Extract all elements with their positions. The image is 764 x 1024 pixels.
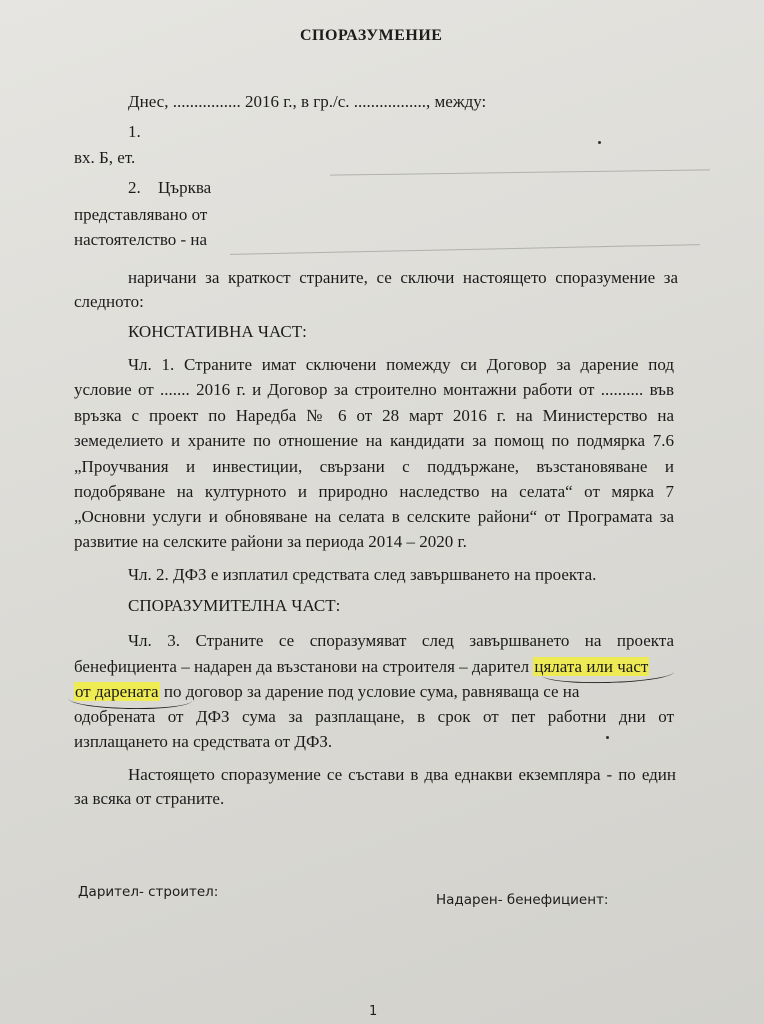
signature-donor-label: Дарител- строител: [78, 884, 219, 900]
document-title: СПОРАЗУМЕНИЕ [300, 27, 443, 44]
art1-line: „Основни услуги и обновяване на селата в селските райони“ от Програмата за [74, 507, 674, 526]
art1-line: „Проучвания и инвестиции, свързани с поддържане, възстановяване и [74, 457, 674, 476]
art1-line: условие от ....... 2016 г. и Договор за строително монтажни работи от .......... във [74, 380, 674, 399]
closing-line-1: Настоящето споразумение се състави в два еднакви екземпляра - по един [128, 765, 676, 784]
party2-board: настоятелство - на [74, 230, 208, 249]
party1-address: вх. Б, ет. [74, 148, 136, 167]
art1-line: връзка с проект по Наредба № 6 от 28 март 2016 г. на Министерство на [74, 406, 674, 425]
signature-beneficiary-label: Надарен- бенефициент: [436, 892, 609, 908]
ink-dot [598, 141, 601, 144]
naming-line-2: следното: [74, 292, 144, 311]
naming-line-1: наричани за краткост страните, се сключи настоящето споразумение за [128, 268, 678, 287]
art1-line-last: развитие на селските райони за периода 2014 – 2020 г. [74, 532, 467, 551]
art3-line-5: изплащането на средствата от ДФЗ. [74, 732, 333, 751]
ink-dot [606, 736, 609, 739]
art1-line: подобряване на културното и природно наследство на селата“ от мярка 7 [74, 482, 674, 501]
art3-line-2-text: бенефициента – надарен да възстанови на строителя – дарител [74, 657, 534, 676]
art3-line-4: одобрената от ДФЗ сума за разплащане, в срок от пет работни дни от [74, 707, 674, 726]
highlighted-text: цялата или част [534, 657, 649, 676]
party2-representation: представлявано от [74, 205, 208, 224]
art3-line-3-text: по договор за дарение под условие сума, равняваща се на [159, 682, 580, 701]
art3-line-1: Чл. 3. Страните се споразумяват след завършването на проекта [128, 631, 674, 650]
closing-line-2: за всяка от страните. [74, 789, 225, 808]
redaction-mark [230, 244, 700, 255]
party1-number: 1. [128, 122, 141, 141]
art1-line: земеделието и храните по отношение на кандидати за помощ по подмярка 7.6 [74, 431, 674, 450]
art2-text: Чл. 2. ДФЗ е изплатил средствата след завършването на проекта. [128, 565, 597, 584]
party2-number: 2. [128, 178, 141, 197]
redaction-mark [330, 169, 710, 175]
highlighted-text: от дарената [75, 682, 159, 701]
intro-line: Днес, ................ 2016 г., в гр./с. ................., между: [128, 92, 487, 111]
section-heading-ascertaining: КОНСТАТИВНА ЧАСТ: [128, 322, 307, 341]
page-number: 1 [369, 1004, 378, 1019]
section-heading-agreement: СПОРАЗУМИТЕЛНА ЧАСТ: [128, 596, 341, 615]
art1-line: Чл. 1. Страните имат сключени помежду си Договор за дарение под [128, 355, 674, 374]
party2-name: Църква [158, 178, 212, 197]
